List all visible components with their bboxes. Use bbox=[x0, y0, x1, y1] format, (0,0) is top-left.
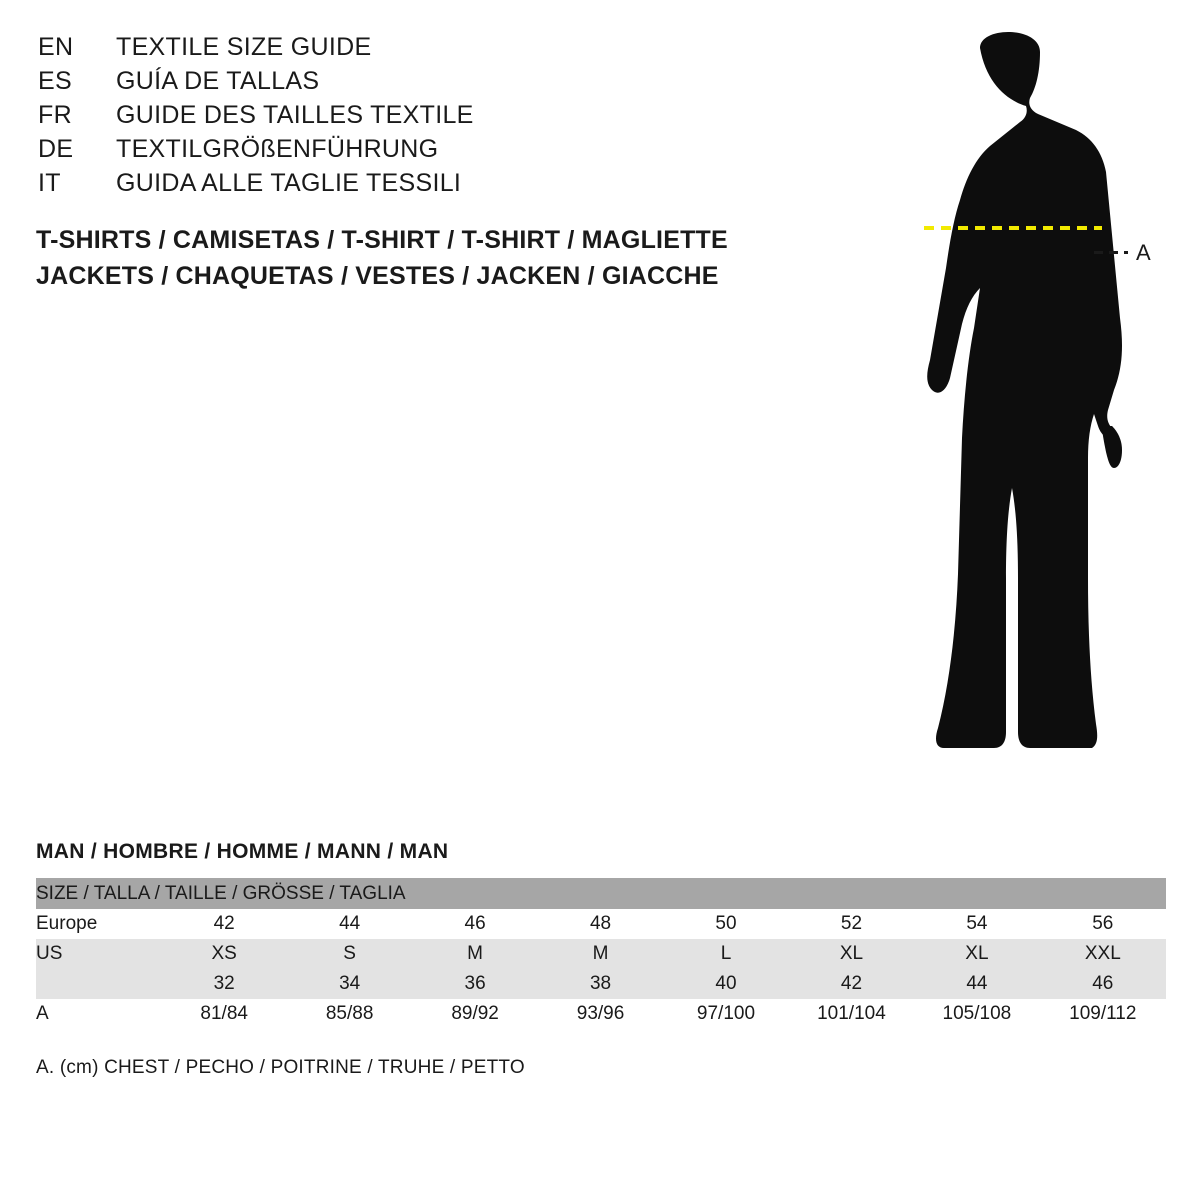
cell-value: 42 bbox=[161, 909, 286, 939]
cell-value: 36 bbox=[412, 969, 537, 999]
cell-value: 97/100 bbox=[663, 999, 788, 1029]
table-section-title: MAN / HOMBRE / HOMME / MANN / MAN bbox=[36, 840, 449, 863]
cell-value: 52 bbox=[789, 909, 914, 939]
language-code: ES bbox=[38, 67, 72, 95]
body-figure bbox=[840, 18, 1170, 788]
cell-value: 44 bbox=[914, 969, 1039, 999]
cell-value: 105/108 bbox=[914, 999, 1039, 1029]
cell-value: XS bbox=[161, 939, 286, 969]
cell-value: 38 bbox=[538, 969, 663, 999]
cell-value: L bbox=[663, 939, 788, 969]
table-row bbox=[36, 909, 1166, 939]
language-title: TEXTILE SIZE GUIDE bbox=[116, 33, 372, 61]
measure-label-a: A bbox=[1136, 240, 1152, 265]
cell-value: 48 bbox=[538, 909, 663, 939]
cell-value: XL bbox=[914, 939, 1039, 969]
language-title: GUÍA DE TALLAS bbox=[116, 67, 320, 95]
cell-value: 42 bbox=[789, 969, 914, 999]
language-row bbox=[38, 98, 758, 132]
row-label: A bbox=[36, 999, 161, 1029]
row-label: Europe bbox=[36, 909, 161, 939]
table-row bbox=[36, 969, 1166, 999]
cell-value: M bbox=[538, 939, 663, 969]
language-code: EN bbox=[38, 33, 74, 61]
language-title: GUIDE DES TAILLES TEXTILE bbox=[116, 101, 474, 129]
row-label: US bbox=[36, 939, 161, 969]
garment-categories bbox=[36, 222, 796, 294]
category-jackets: JACKETS / CHAQUETAS / VESTES / JACKEN / GIACCHE bbox=[36, 262, 719, 290]
cell-value: 56 bbox=[1040, 909, 1166, 939]
male-silhouette-icon bbox=[840, 18, 1170, 788]
category-tshirts: T-SHIRTS / CAMISETAS / T-SHIRT / T-SHIRT / MAGLIETTE bbox=[36, 226, 728, 254]
language-row bbox=[38, 64, 758, 98]
measure-leader-line bbox=[1094, 251, 1128, 254]
size-table-section bbox=[36, 840, 1166, 1079]
cell-value: 50 bbox=[663, 909, 788, 939]
language-row bbox=[38, 132, 758, 166]
language-list bbox=[38, 30, 758, 200]
table-row bbox=[36, 939, 1166, 969]
cell-value: XXL bbox=[1040, 939, 1166, 969]
language-title: GUIDA ALLE TAGLIE TESSILI bbox=[116, 169, 462, 197]
language-code: FR bbox=[38, 101, 72, 129]
cell-value: 101/104 bbox=[789, 999, 914, 1029]
cell-value: 46 bbox=[412, 909, 537, 939]
cell-value: 46 bbox=[1040, 969, 1166, 999]
language-code: DE bbox=[38, 135, 74, 163]
row-label bbox=[36, 969, 161, 999]
language-row bbox=[38, 166, 758, 200]
cell-value: 109/112 bbox=[1040, 999, 1166, 1029]
cell-value: XL bbox=[789, 939, 914, 969]
cell-value: 40 bbox=[663, 969, 788, 999]
language-row bbox=[38, 30, 758, 64]
size-table bbox=[36, 878, 1166, 1029]
chest-measure-line bbox=[922, 218, 1172, 238]
table-row bbox=[36, 999, 1166, 1029]
language-code: IT bbox=[38, 169, 61, 197]
cell-value: M bbox=[412, 939, 537, 969]
cell-value: 54 bbox=[914, 909, 1039, 939]
cell-value: 85/88 bbox=[287, 999, 412, 1029]
cell-value: 34 bbox=[287, 969, 412, 999]
cell-value: 81/84 bbox=[161, 999, 286, 1029]
cell-value: 89/92 bbox=[412, 999, 537, 1029]
table-footnote: A. (cm) CHEST / PECHO / POITRINE / TRUHE / PETTO bbox=[36, 1057, 525, 1078]
cell-value: 44 bbox=[287, 909, 412, 939]
cell-value: S bbox=[287, 939, 412, 969]
cell-value: 93/96 bbox=[538, 999, 663, 1029]
language-title: TEXTILGRÖßENFÜHRUNG bbox=[116, 135, 439, 163]
table-header-row bbox=[36, 878, 1166, 909]
table-header-label: SIZE / TALLA / TAILLE / GRÖSSE / TAGLIA bbox=[36, 878, 1166, 909]
cell-value: 32 bbox=[161, 969, 286, 999]
